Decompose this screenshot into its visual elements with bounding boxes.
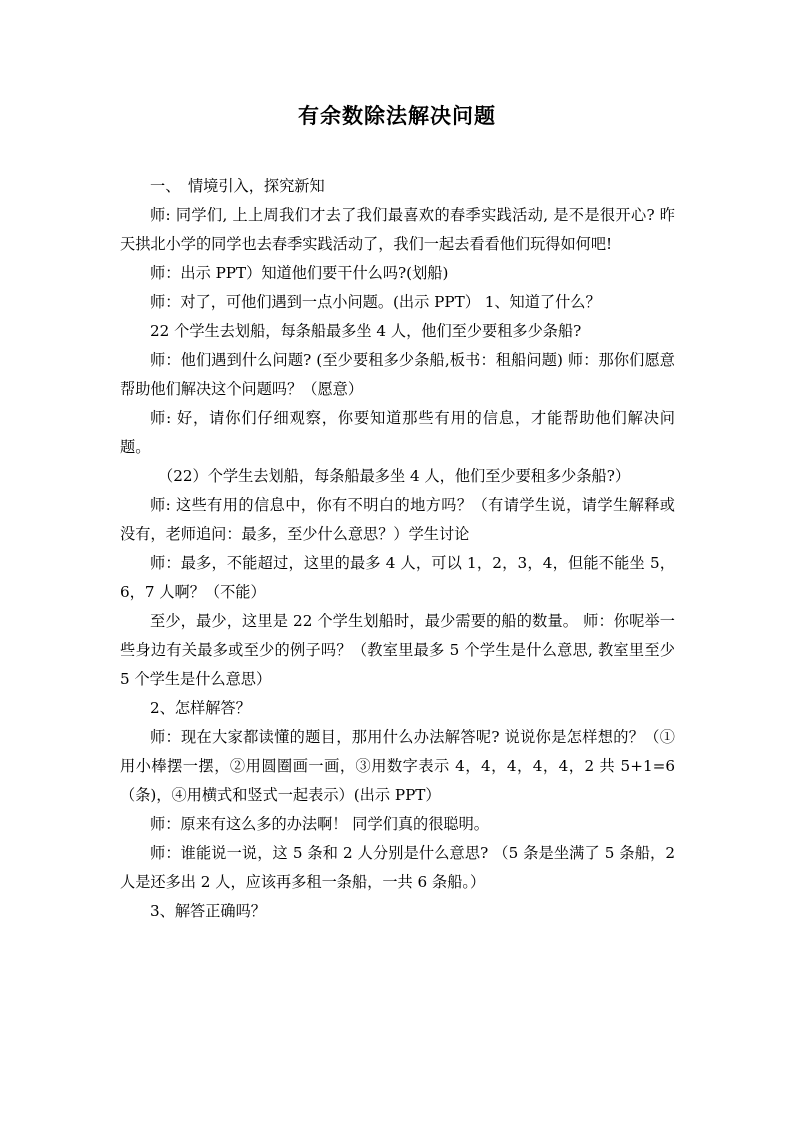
- paragraph: 师: 这些有用的信息中，你有不明白的地方吗？（有请学生说，请学生解释或没有，老师追问：最多，至少什么意思？）学生讨论: [120, 496, 675, 543]
- paragraph: 师：出示 PPT）知道他们要干什么吗?(划船): [150, 264, 449, 282]
- section-heading: 一、 情境引入，探究新知: [150, 177, 325, 195]
- paragraph: 师: 好，请你们仔细观察，你要知道那些有用的信息，才能帮助他们解决问题。: [120, 409, 675, 456]
- paragraph: （22）个学生去划船，每条船最多坐 4 人，他们至少要租多少条船?）: [158, 467, 631, 485]
- paragraph: 师: 同学们, 上上周我们才去了我们最喜欢的春季实践活动, 是不是很开心? 昨天拱北小学的同学也去春季实践活动了，我们一起去看看他们玩得如何吧!: [120, 206, 675, 253]
- section-heading: 2、怎样解答？: [150, 699, 251, 717]
- paragraph: 师：原来有这么多的办法啊！ 同学们真的很聪明。: [150, 815, 489, 833]
- paragraph: 师：最多，不能超过，这里的最多 4 人，可以 1，2，3，4，但能不能坐 5，6，7 人啊？（不能）: [120, 554, 675, 601]
- document-body: [120, 172, 675, 926]
- section-heading: 3、解答正确吗？: [150, 902, 266, 920]
- paragraph: 师：他们遇到什么问题? (至少要租多少条船,板书：租船问题) 师：那你们愿意帮助他们解决这个问题吗？（愿意）: [120, 351, 675, 398]
- paragraph: 22 个学生去划船，每条船最多坐 4 人，他们至少要租多少条船?: [150, 322, 582, 340]
- paragraph: 至少，最少，这里是 22 个学生划船时，最少需要的船的数量。 师：你呢举一些身边有关最多或至少的例子吗？（教室里最多 5 个学生是什么意思, 教室里至少 5 个学生是什么意思）: [120, 612, 675, 688]
- paragraph: 师：谁能说一说，这 5 条和 2 人分别是什么意思? （5 条是坐满了 5 条船，2 人是还多出 2 人，应该再多租一条船，一共 6 条船。）: [120, 844, 675, 891]
- paragraph: 师：现在大家都读懂的题目，那用什么办法解答呢? 说说你是怎样想的？（①用小棒摆一摆，②用圆圈画一画，③用数字表示 4，4，4，4，4，2 共 5+1=6（条)，④用横式和竖式一起表示）(出示 PPT）: [120, 728, 675, 804]
- paragraph: 师：对了，可他们遇到一点小问题。(出示 PPT） 1、知道了什么？: [150, 293, 601, 311]
- document-title: 有余数除法解决问题: [298, 103, 496, 128]
